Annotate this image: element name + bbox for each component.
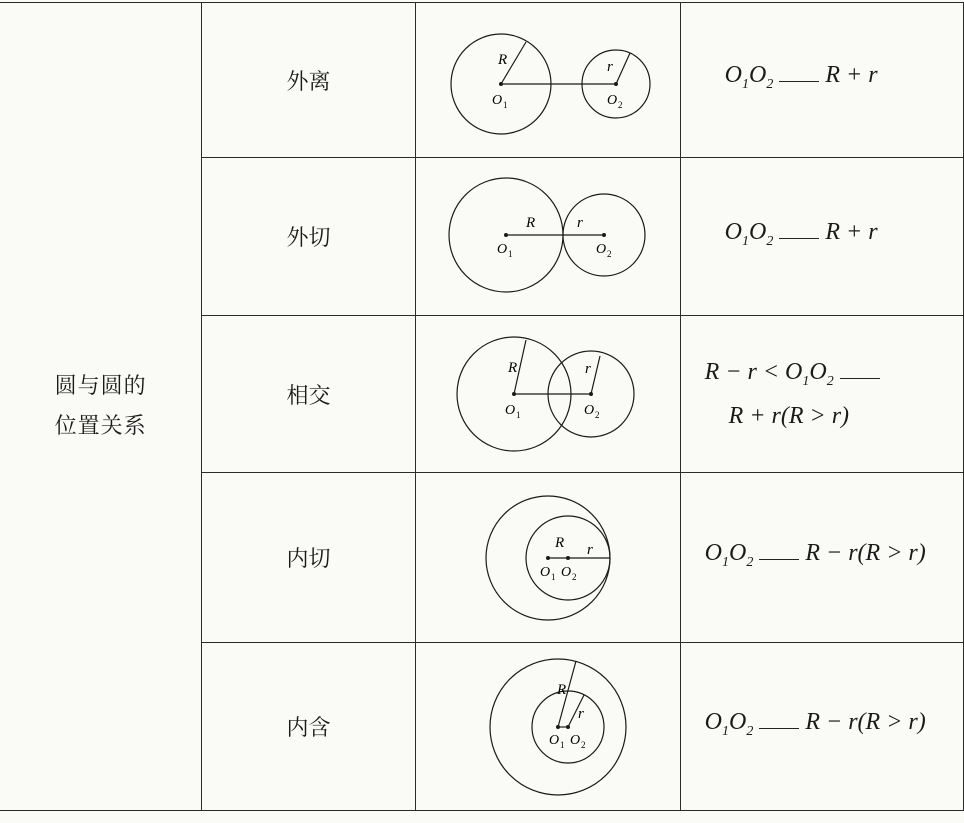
formula-cell — [680, 643, 963, 811]
center-2-label: O — [569, 733, 580, 748]
center-2-dot — [614, 82, 618, 86]
figure-intersecting — [416, 317, 680, 471]
figure-cell — [415, 158, 680, 316]
center-1-subscript: 1 — [550, 572, 556, 582]
big-radius-label: R — [525, 215, 535, 231]
formula-cell — [680, 473, 963, 643]
formula-o2: O — [749, 218, 767, 245]
relation-name-cell — [202, 3, 415, 158]
formula-o1: O — [724, 218, 742, 245]
formula-sub-2: 2 — [746, 723, 754, 739]
center-1-dot — [512, 392, 516, 396]
formula-right: R − r(R > r) — [805, 708, 926, 735]
formula-line-2: R + r(R > r) — [728, 402, 850, 429]
big-radius-label: R — [556, 682, 566, 698]
relation-name: 内切 — [286, 547, 331, 572]
figure-cell — [415, 3, 680, 158]
center-1-subscript: 1 — [559, 740, 565, 750]
table-row — [0, 3, 964, 158]
formula-cell — [680, 316, 963, 473]
center-1-label: O — [491, 93, 502, 108]
small-radius-label: r — [576, 215, 583, 231]
relation-name-cell — [202, 473, 415, 643]
answer-blank[interactable] — [759, 559, 799, 560]
center-2-subscript: 2 — [594, 410, 600, 420]
center-1-dot — [556, 725, 560, 729]
figure-external-tangent — [416, 159, 680, 314]
big-radius-label: R — [554, 535, 564, 551]
formula-sub-1: 1 — [742, 233, 749, 249]
center-1-subscript: 1 — [515, 410, 521, 420]
center-1-dot — [504, 233, 508, 237]
category-line-2: 位置关系 — [54, 413, 147, 439]
relation-name: 外离 — [286, 69, 331, 95]
big-radius-label: R — [507, 360, 517, 376]
center-2-dot — [566, 725, 570, 729]
figure-cell — [415, 316, 680, 473]
small-radius-label: r — [577, 706, 584, 722]
center-1-label: O — [539, 565, 550, 580]
center-1-subscript: 1 — [502, 100, 508, 110]
circle-relations-table — [0, 2, 964, 811]
center-2-label: O — [595, 242, 606, 257]
center-2-label: O — [583, 403, 594, 418]
formula-sub-1: 1 — [742, 76, 749, 92]
category-label — [55, 367, 147, 447]
formula — [681, 215, 963, 259]
center-1-label: O — [548, 733, 559, 748]
relation-name: 相交 — [286, 383, 331, 409]
center-2-subscript: 2 — [606, 249, 612, 259]
answer-blank[interactable] — [759, 728, 799, 729]
formula — [681, 58, 963, 102]
formula-right: R − r(R > r) — [805, 539, 926, 566]
figure-contained — [416, 644, 680, 809]
formula-o2: O — [809, 359, 827, 386]
formula-o2: O — [749, 62, 767, 89]
figure-cell — [415, 643, 680, 811]
figure-cell — [415, 473, 680, 643]
formula-sub-2: 2 — [826, 373, 834, 389]
center-2-label: O — [560, 565, 571, 580]
center-1-dot — [499, 82, 503, 86]
formula-right: R + r — [825, 62, 878, 89]
center-1-subscript: 1 — [507, 249, 513, 259]
figure-internal-tangent — [416, 474, 680, 641]
formula-sub-1: 1 — [722, 723, 729, 739]
formula-sub-2: 2 — [746, 554, 754, 570]
formula-cell — [680, 158, 963, 316]
relation-name: 内含 — [286, 716, 331, 741]
formula-o2: O — [729, 708, 747, 735]
category-cell — [0, 3, 202, 811]
formula-o1: O — [704, 708, 722, 735]
answer-blank[interactable] — [779, 81, 819, 82]
formula-line-1 — [705, 355, 963, 399]
center-2-dot — [566, 556, 570, 560]
formula-sub-1: 1 — [802, 373, 810, 389]
center-1-label: O — [496, 242, 507, 257]
category-line-1: 圆与圆的 — [54, 373, 147, 399]
formula-inequality-left: R − r < O — [704, 359, 803, 386]
center-2-dot — [589, 392, 593, 396]
formula-right: R + r — [825, 218, 878, 245]
relation-name-cell — [202, 643, 415, 811]
formula-o2: O — [729, 539, 747, 566]
formula — [681, 355, 963, 433]
small-radius-label: r — [584, 361, 591, 377]
center-2-dot — [602, 233, 606, 237]
formula-sub-1: 1 — [722, 554, 729, 570]
center-2-subscript: 2 — [571, 572, 577, 582]
small-radius — [616, 53, 630, 84]
big-radius-label: R — [497, 52, 507, 68]
center-1-dot — [546, 556, 550, 560]
relation-name: 外切 — [286, 226, 331, 251]
small-radius-label: r — [606, 59, 613, 75]
formula-o1: O — [704, 539, 722, 566]
relation-name-cell — [202, 158, 415, 316]
small-radius — [591, 356, 600, 394]
small-radius-label: r — [586, 542, 593, 558]
relation-name-cell — [202, 316, 415, 473]
center-2-label: O — [606, 93, 617, 108]
center-1-label: O — [504, 403, 515, 418]
formula-sub-2: 2 — [766, 76, 774, 92]
center-2-subscript: 2 — [580, 740, 586, 750]
formula — [681, 536, 963, 580]
formula-cell — [680, 3, 963, 158]
answer-blank[interactable] — [840, 378, 880, 379]
formula-o1: O — [724, 62, 742, 89]
center-2-subscript: 2 — [617, 100, 623, 110]
formula-sub-2: 2 — [766, 233, 774, 249]
figure-separated — [416, 4, 680, 156]
answer-blank[interactable] — [779, 238, 819, 239]
formula — [681, 705, 963, 749]
